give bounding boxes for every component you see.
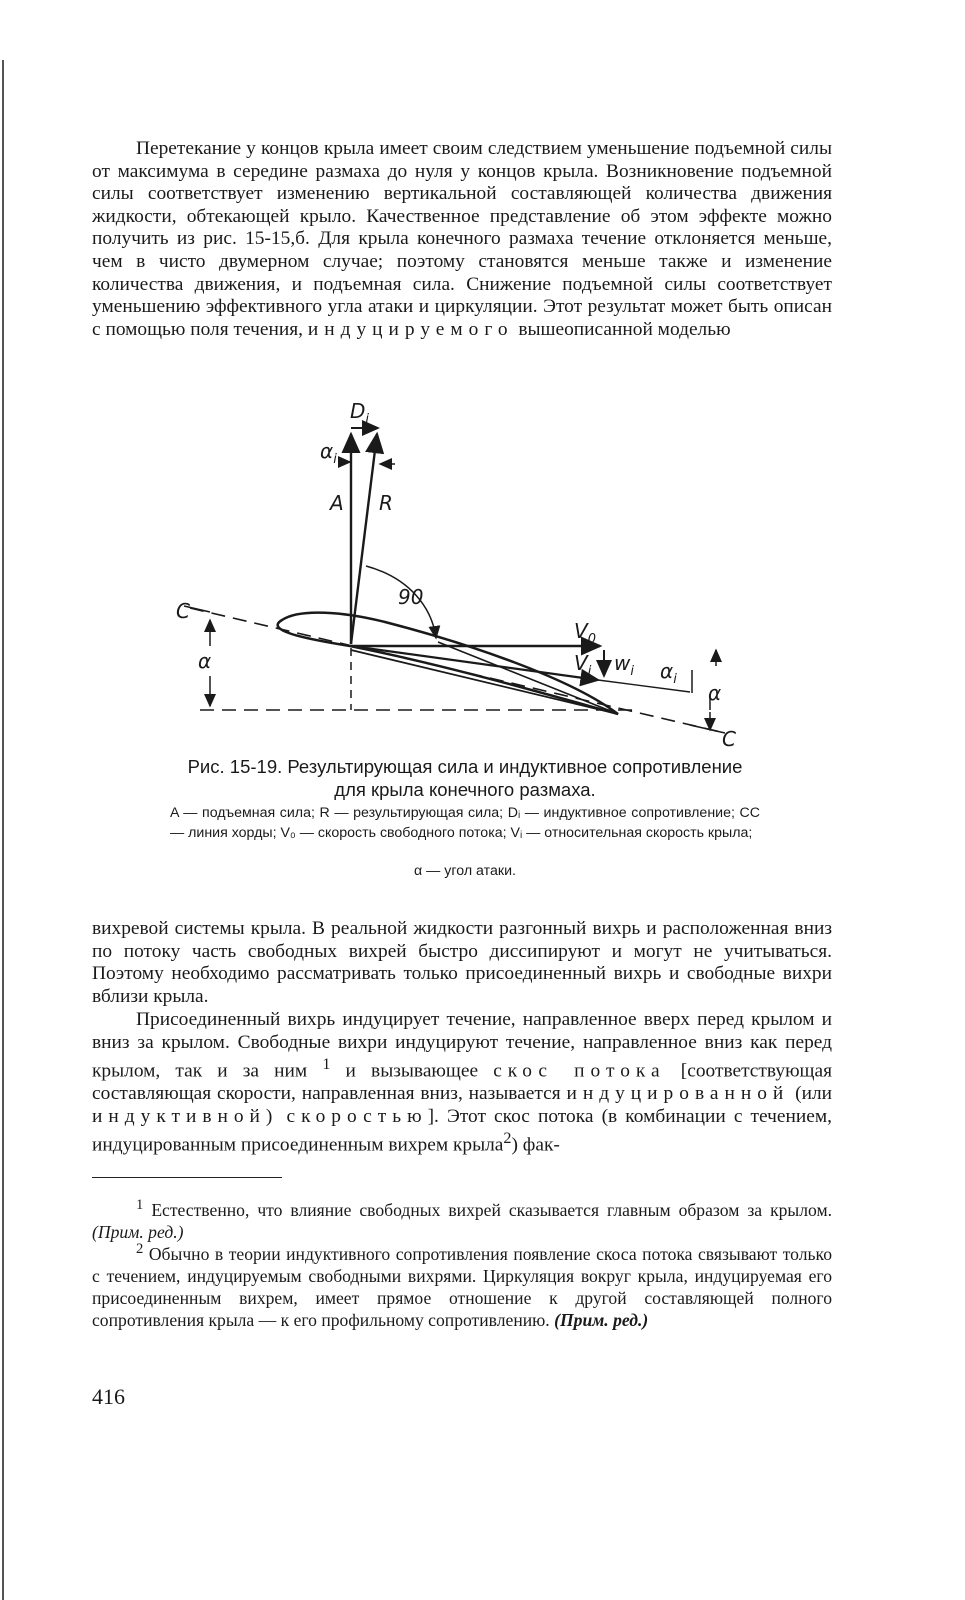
resultant-arrow [351,434,377,644]
paragraph-3 [92,1009,832,1158]
label-Vi: $V_i$ [574,651,592,679]
diagram-svg [170,398,760,758]
label-alpha-i-right: $\alpha_i$ [660,659,677,687]
label-R: R [379,491,393,515]
label-C-right: C [722,727,736,751]
p3-a: Присоединенный вихрь индуцирует течение, направленное вверх перед крылом и вниз за крылом. Свободные вихри индуцируют течение, направленное вниз как перед крылом, так и за ним [92,1009,832,1082]
p3-f: ) фак- [511,1134,560,1156]
footnote-2-mark: 2 [136,1241,144,1257]
airfoil-shape [278,613,618,714]
footnote-1 [92,1194,832,1243]
chord-line [190,608,725,733]
p3-spaced-3: индуктивной) [92,1105,279,1127]
wing-force-diagram [170,398,760,758]
page-number: 416 [92,1384,125,1409]
figure-caption: Рис. 15-19. Результирующая сила и индуктивное сопротивление для крыла конечного размаха. [187,756,743,800]
label-Di: $D_i$ [350,399,370,427]
p3-e: ]. Этот скос потока (в комбинации с течением, индуцированным присоединенным вихрем крыла [92,1105,832,1156]
paragraph-1-text: Перетекание у концов крыла имеет своим следствием уменьшение подъемной силы от максимума в середине размаха до нуля у концов крыла. Возникновение подъемной силы соответствует изменению вертикальной составляющей количества движения жидкости, обтекающей крыло. Качественное представление об этом эффекте можно получить из рис. 15-15,б. Для крыла конечного размаха течение отклоняется меньше, чем в чисто двумерном случае; поэтому становятся меньше также и изменение количества движения, и подъемная сила. Снижение подъемной силы соответствует уменьшению эффективного угла атаки и циркуляции. Этот результат может быть описан с помощью поля течения, [92,138,832,340]
footnote-ref-1: 1 [322,1056,331,1074]
label-C-left: C [176,599,190,623]
figure-legend: A — подъемная сила; R — результирующая сила; Dᵢ — индуктивное сопротивление; CC — линия хорды; V₀ — скорость свободного потока; Vᵢ — относительная скорость крыла; [170,805,760,841]
figure-legend-last: α — угол атаки. [414,863,516,879]
p3-spaced-1: скос потока [493,1060,666,1082]
footnote-1-text: Естественно, что влияние свободных вихрей сказывается главным образом за крылом. [151,1199,833,1220]
p3-b: и вызывающее [345,1060,479,1082]
label-alpha-i-top: $\alpha_i$ [320,439,337,467]
footnote-2-note: (Прим. ред.) [554,1309,649,1330]
paragraph-1-spaced-word: индуцируемого [307,318,514,340]
label-A: A [330,491,344,515]
scan-edge-line [2,60,4,1600]
footnote-ref-2: 2 [503,1130,512,1148]
label-wi: $w_i$ [614,651,634,679]
label-90: 90 [398,585,424,609]
footnote-1-mark: 1 [136,1197,144,1213]
footnote-2-text: Обычно в теории индуктивного сопротивления появление скоса потока связывают только с течением, индуцируемым свободными вихрями. Циркуляция вокруг крыла, индуцируемая его присоединенным вихрем, имеет прямое отношение к другой составляющей полного сопротивления крыла — к его профильному сопротивлению. [92,1243,832,1330]
footnote-1-note: (Прим. ред.) [92,1221,184,1242]
p3-spaced-2: индуцированной [566,1083,790,1105]
p3-d: (или [795,1083,832,1105]
label-V0: $V_0$ [574,619,596,647]
paragraph-1 [92,138,832,341]
p3-c: [соответствующая составляющая скорости, направленная вниз, называется [92,1060,833,1105]
paragraph-2: вихревой системы крыла. В реальной жидкости разгонный вихрь и расположенная вниз по потоку часть свободных вихрей быстро диссипируют и могут не учитываться. Поэтому необходимо рассматривать только присоединенный вихрь и свободные вихри вблизи крыла. [92,918,832,1007]
p3-spaced-4: скоростью [286,1105,428,1127]
paragraph-1-end: вышеописанной моделью [518,318,731,340]
footnote-2 [92,1238,832,1331]
footnote-rule [92,1177,282,1178]
label-alpha-left: α [198,649,212,673]
label-alpha-right: α [708,681,722,705]
